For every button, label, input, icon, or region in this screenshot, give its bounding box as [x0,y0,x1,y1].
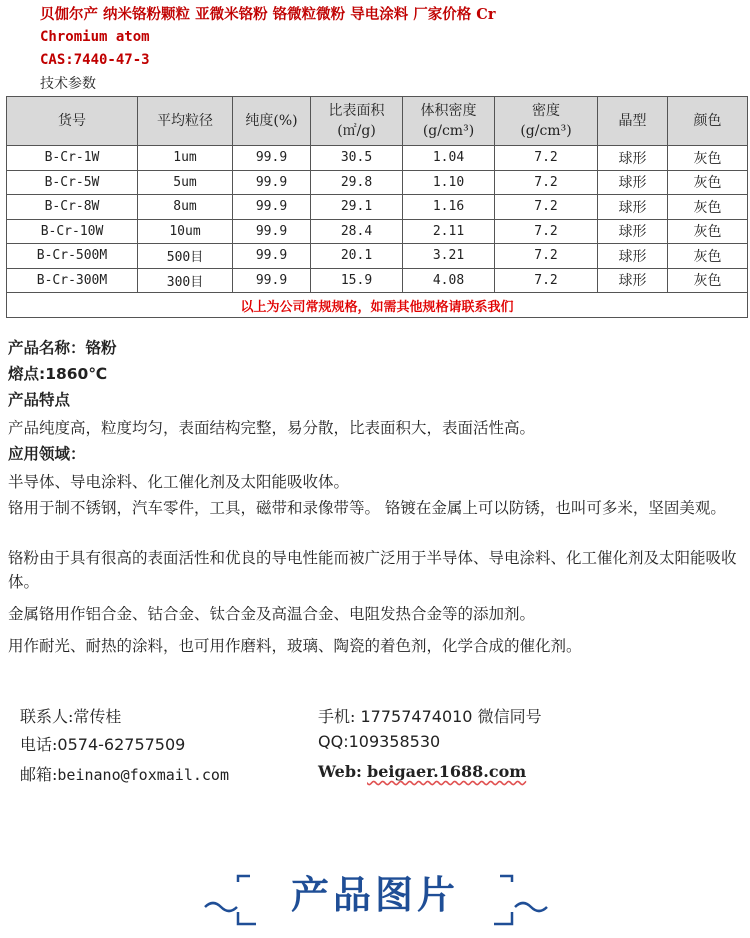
cell-crystal-form: 球形 [598,195,668,220]
features-text: 产品纯度高，粒度均匀，表面结构完整，易分散，比表面积大，表面活性高。 [8,419,536,437]
cell-sku: B-Cr-8W [7,195,138,220]
table-note-row [7,293,748,318]
cell-color: 灰色 [668,195,748,220]
cell-particle-size: 5um [138,170,233,195]
cell-surface-area: 20.1 [311,244,403,269]
cell-density: 7.2 [495,268,598,293]
cell-sku: B-Cr-300M [7,268,138,293]
contact-person: 联系人:常传桂 [20,707,122,726]
left-wave-icon [205,903,237,911]
header-title: 贝伽尔产 纳米铬粉颗粒 亚微米铬粉 铬微粒微粉 导电涂料 厂家价格 Cr [40,6,496,23]
cell-sku: B-Cr-500M [7,244,138,269]
cell-particle-size: 8um [138,195,233,220]
banner-title: 产品图片 [290,873,459,917]
col-header-purity: 纯度(%) [233,97,311,146]
col-header-density: 密度 (g/cm³) [495,97,598,146]
web-link[interactable]: beigaer.1688.com [367,762,527,781]
product-name: 产品名称：铬粉 [8,339,117,357]
cell-color: 灰色 [668,170,748,195]
cell-bulk-density: 1.10 [403,170,495,195]
cell-crystal-form: 球形 [598,219,668,244]
cell-color: 灰色 [668,219,748,244]
melting-point-label: 熔点: [8,365,46,383]
col-header-sku: 货号 [7,97,138,146]
application-item: 金属铬用作铝合金、钴合金、钛合金及高温合金、电阻发热合金等的添加剂。 [8,605,536,623]
cell-particle-size: 1um [138,146,233,171]
cell-bulk-density: 1.04 [403,146,495,171]
cell-bulk-density: 3.21 [403,244,495,269]
cell-surface-area: 28.4 [311,219,403,244]
cell-particle-size: 10um [138,219,233,244]
email-link[interactable]: beinano@foxmail.com [57,766,229,784]
cell-purity: 99.9 [233,268,311,293]
header-english-name: Chromium atom [40,29,150,45]
contact-web: Web: beigaer.1688.com [318,762,527,781]
spec-section-title: 技术参数 [40,76,96,92]
table-header-row [7,97,748,146]
cell-surface-area: 15.9 [311,268,403,293]
cell-sku: B-Cr-10W [7,219,138,244]
cell-bulk-density: 1.16 [403,195,495,220]
cell-sku: B-Cr-5W [7,170,138,195]
contact-email: 邮箱:beinano@foxmail.com [20,765,229,784]
cell-surface-area: 29.1 [311,195,403,220]
table-row [7,146,748,171]
col-header-crystal-form: 晶型 [598,97,668,146]
spec-table [6,96,748,318]
cell-color: 灰色 [668,146,748,171]
table-row [7,195,748,220]
cell-crystal-form: 球形 [598,170,668,195]
table-row [7,219,748,244]
application-item: 用作耐光、耐热的涂料，也可用作磨料，玻璃、陶瓷的着色剂，化学合成的催化剂。 [8,637,582,655]
application-item: 铬粉由于具有很高的表面活性和优良的导电性能而被广泛用于半导体、导电涂料、化工催化剂及太阳能吸收体。 [8,549,737,591]
table-row [7,268,748,293]
col-header-bulk-density: 体积密度 (g/cm³) [403,97,495,146]
table-row [7,170,748,195]
col-header-color: 颜色 [668,97,748,146]
cell-density: 7.2 [495,170,598,195]
cell-purity: 99.9 [233,170,311,195]
application-item: 半导体、导电涂料、化工催化剂及太阳能吸收体。 [8,473,350,491]
cell-purity: 99.9 [233,244,311,269]
melting-point [8,362,743,386]
table-row [7,244,748,269]
header-cas: CAS:7440-47-3 [40,52,150,68]
cell-crystal-form: 球形 [598,244,668,269]
cell-color: 灰色 [668,268,748,293]
cell-density: 7.2 [495,244,598,269]
cell-color: 灰色 [668,244,748,269]
cell-bulk-density: 2.11 [403,219,495,244]
cell-crystal-form: 球形 [598,146,668,171]
right-wave-icon [515,903,547,911]
col-header-surface-area: 比表面积 (㎡/g) [311,97,403,146]
cell-density: 7.2 [495,219,598,244]
contact-phone: 电话:0574-62757509 [20,735,186,754]
cell-bulk-density: 4.08 [403,268,495,293]
melting-point-value: 1860℃ [45,365,108,383]
cell-surface-area: 29.8 [311,170,403,195]
col-header-particle-size: 平均粒径 [138,97,233,146]
cell-density: 7.2 [495,146,598,171]
cell-density: 7.2 [495,195,598,220]
cell-purity: 99.9 [233,195,311,220]
cell-sku: B-Cr-1W [7,146,138,171]
features-title: 产品特点 [8,391,71,409]
cell-purity: 99.9 [233,146,311,171]
table-note: 以上为公司常规规格，如需其他规格请联系我们 [7,293,748,318]
cell-particle-size: 500目 [138,244,233,269]
cell-crystal-form: 球形 [598,268,668,293]
contact-mobile: 手机: 17757474010 微信同号 [318,707,542,726]
cell-purity: 99.9 [233,219,311,244]
cell-particle-size: 300目 [138,268,233,293]
cell-surface-area: 30.5 [311,146,403,171]
application-item: 铬用于制不锈钢，汽车零件，工具，磁带和录像带等。 铬镀在金属上可以防锈，也叫可多米，坚固美观。 [8,499,726,517]
contact-qq: QQ:109358530 [318,732,441,751]
applications-title: 应用领域： [8,445,86,463]
